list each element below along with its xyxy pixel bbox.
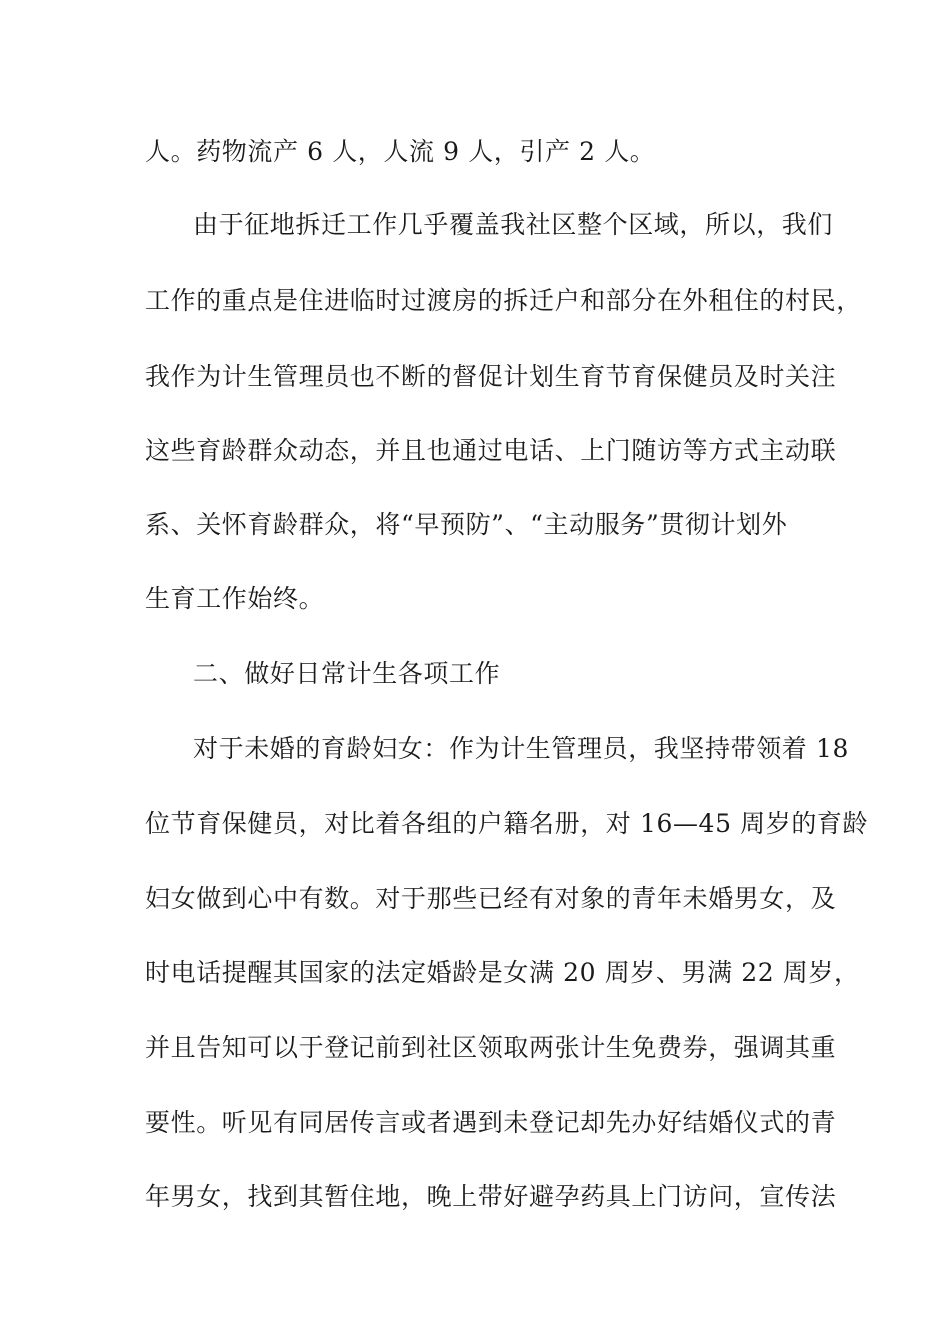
- text-line: 位节育保健员，对比着各组的户籍名册，对 16—45 周岁的育龄: [145, 809, 869, 838]
- text-line: 这些育龄群众动态，并且也通过电话、上门随访等方式主动联: [145, 436, 837, 465]
- text-line: 工作的重点是住进临时过渡房的拆迁户和部分在外租住的村民，: [145, 286, 862, 315]
- text-line: 妇女做到心中有数。对于那些已经有对象的青年未婚男女，及: [145, 884, 837, 913]
- text-line: 并且告知可以于登记前到社区领取两张计生免费券，强调其重: [145, 1033, 837, 1062]
- text-line: 系、关怀育龄群众，将“早预防”、“主动服务”贯彻计划外: [145, 510, 788, 539]
- text-line: 年男女，找到其暂住地，晚上带好避孕药具上门访问，宣传法: [145, 1182, 837, 1211]
- text-line: 对于未婚的育龄妇女：作为计生管理员，我坚持带领着 18: [193, 734, 849, 763]
- text-line: 由于征地拆迁工作几乎覆盖我社区整个区域，所以，我们: [193, 210, 834, 239]
- section-heading: 二、做好日常计生各项工作: [193, 659, 501, 688]
- text-line: 生育工作始终。: [145, 584, 325, 613]
- text-line: 要性。听见有同居传言或者遇到未登记却先办好结婚仪式的青: [145, 1108, 837, 1137]
- text-line: 我作为计生管理员也不断的督促计划生育节育保健员及时关注: [145, 362, 837, 391]
- text-line: 人。药物流产 6 人，人流 9 人，引产 2 人。: [145, 137, 656, 166]
- text-line: 时电话提醒其国家的法定婚龄是女满 20 周岁、男满 22 周岁，: [145, 958, 860, 987]
